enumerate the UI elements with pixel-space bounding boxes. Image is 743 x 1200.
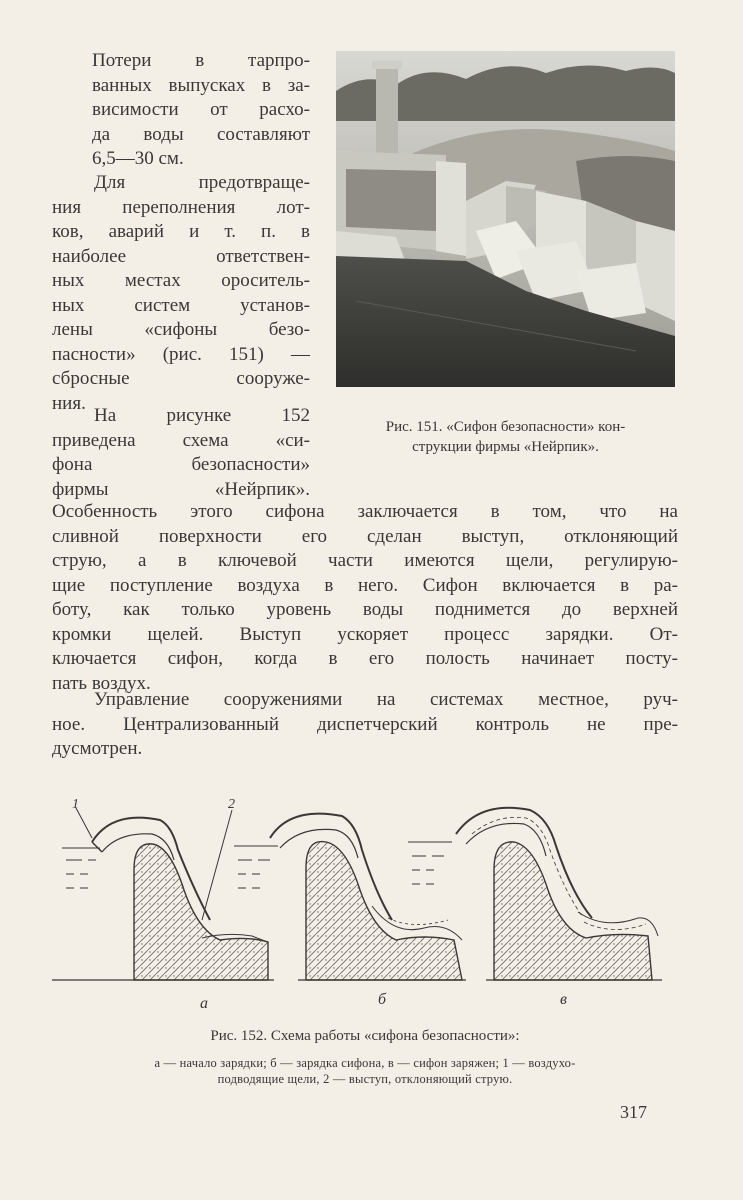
text-line: Управление сооружениями на системах местное, руч-: [94, 689, 678, 710]
text-line: ния переполнения лот-: [52, 196, 310, 218]
figure-151-caption: [336, 417, 675, 457]
text-line: На рисунке 152: [94, 405, 310, 426]
paragraph-control: [52, 688, 678, 762]
text-line: висимости от расхо-: [92, 99, 310, 120]
text-line: да воды составляют: [92, 123, 310, 145]
paragraph-siphon-feature: [52, 500, 678, 696]
paragraph-losses: [92, 49, 310, 172]
text-line: кромки щелей. Выступ ускоряет процесс зарядки. От-: [52, 623, 678, 645]
text-line: пасности» (рис. 151) —: [52, 343, 310, 365]
siphon-operation-diagram: [52, 790, 678, 1020]
panel-letter-b: б: [378, 991, 387, 1008]
panel-b: [234, 814, 466, 980]
legend-line: подводящие щели, 2 — выступ, отклоняющий струю.: [217, 1072, 513, 1086]
text-line: ное. Централизованный диспетчерский контроль не пре-: [52, 713, 678, 735]
text-line: сливной поверхности его сделан выступ, отклоняющий: [52, 525, 678, 547]
label-2: 2: [228, 797, 235, 812]
text-line: боту, как только уровень воды поднимется до верхней: [52, 599, 678, 620]
text-line: ванных выпусках в за-: [92, 74, 310, 96]
paragraph-figure-ref: [52, 404, 310, 502]
paragraph-prevention: [52, 171, 310, 416]
figure-152-diagram: [52, 790, 678, 1020]
text-line: лены «сифоны безо-: [52, 319, 310, 340]
label-1: 1: [72, 797, 79, 812]
text-line: ков, аварий и т. п. в: [52, 221, 310, 242]
siphon-photo-illustration: [336, 51, 675, 387]
text-line: сбросные сооруже-: [52, 368, 310, 389]
text-line: Особенность этого сифона заключается в том, что на: [52, 501, 678, 522]
text-line: щие поступление воздуха в него. Сифон включается в ра-: [52, 574, 678, 596]
panel-letter-c: в: [560, 991, 567, 1008]
text-line: фирмы «Нейрпик».: [52, 478, 310, 500]
figure-152-legend: [52, 1055, 678, 1087]
text-line: фона безопасности»: [52, 454, 310, 475]
page-number: 317: [620, 1102, 647, 1122]
figure-151-photo: [336, 51, 675, 387]
text-line: Для предотвраще-: [94, 172, 310, 193]
legend-line: а — начало зарядки; б — зарядка сифона, в — сифон заряжен; 1 — воздухо-: [154, 1056, 576, 1070]
caption-line: Рис. 151. «Сифон безопасности» кон-: [385, 419, 626, 435]
text-line: ключается сифон, когда в его полость начинает посту-: [52, 648, 678, 669]
text-line: ных местах ороситель-: [52, 270, 310, 291]
text-line: наиболее ответствен-: [52, 245, 310, 267]
figure-152-caption: Рис. 152. Схема работы «сифона безопасности»:: [210, 1028, 520, 1044]
panel-letter-a: а: [200, 995, 208, 1012]
text-line: пать воздух.: [52, 672, 151, 694]
text-line: приведена схема «си-: [52, 429, 310, 451]
text-line: 6,5—30 см.: [92, 148, 184, 169]
text-line: дусмотрен.: [52, 738, 143, 759]
text-line: Потери в тарпро-: [92, 50, 310, 71]
text-line: ния.: [52, 392, 86, 414]
text-line: ных систем установ-: [52, 294, 310, 316]
panel-a: [52, 808, 274, 980]
text-line: струю, а в ключевой части имеются щели, регулирую-: [52, 550, 678, 571]
caption-line: струкции фирмы «Нейрпик».: [412, 439, 599, 455]
